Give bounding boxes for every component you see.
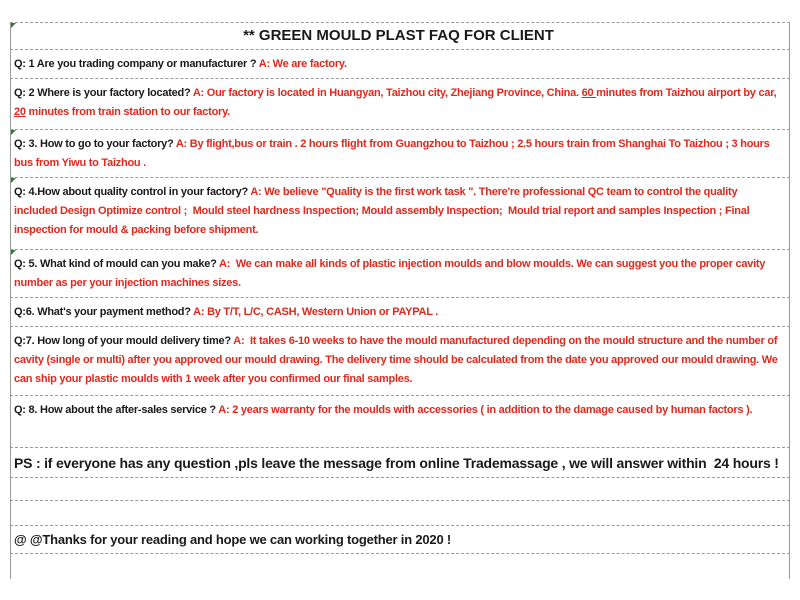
answer-text: A: We can make all kinds of plastic injection moulds and blow moulds. We can suggest you the proper cavity number as per your injection machines sizes. [14,258,768,289]
faq-cell-text [11,178,789,244]
empty-row [10,501,790,526]
faq-row-q4 [10,178,790,250]
question-text: Q: 3. How to go to your factory? [14,138,176,150]
answer-text: A: By T/T, L/C, CASH, Western Union or PAYPAL . [193,306,439,318]
faq-row-q1 [10,50,790,79]
question-text: Q:6. What's your payment method? [14,306,194,318]
question-text: Q:7. How long of your mould delivery time? [14,335,234,347]
answer-text: 60 [581,87,597,99]
thanks-row [10,526,790,554]
title-row [10,23,790,50]
page-title: ** GREEN MOULD PLAST FAQ FOR CLIENT [243,27,554,44]
answer-text: minutes from Taizhou airport by car, [596,87,780,99]
ps-note: PS : if everyone has any question ,pls leave the message from online Trademassage , we will answer within 24 hours ! [14,455,779,471]
answer-text: A: It takes 6-10 weeks to have the mould manufactured depending on the mould structure and the number of cavity (single or multi) after you approved our mould drawing. The delivery time should be calculated from the date you approved our mould drawing. We can ship your plastic moulds with 1 week after you confirmed our final samples. [14,335,781,385]
faq-row-q3 [10,130,790,178]
cell-comment-marker [11,23,16,28]
answer-text: A: 2 years warranty for the moulds with accessories ( in addition to the damage caused by human factors ). [218,404,753,416]
answer-text: A: Our factory is located in Huangyan, Taizhou city, Zhejiang Province, China. [192,87,582,99]
empty-row [10,554,790,579]
answer-text: A: We believe "Quality is the first work task ". There're professional QC team to control the quality included Design Optimize control ; Mould steel hardness Inspection; Mould assembly Inspection; Mould trial report and samples Inspection ; Final inspection for mould & packing before shipment. [14,186,753,236]
answer-text: 20 [14,106,26,118]
question-text: Q: 4.How about quality control in your factory? [14,186,251,198]
faq-row-q6 [10,298,790,327]
faq-row-q8 [10,396,790,448]
faq-cell-text [11,396,789,424]
answer-text: A: We are factory. [258,58,347,70]
question-text: Q: 5. What kind of mould can you make? [14,258,219,270]
question-text: Q: 2 Where is your factory located? [14,87,193,99]
question-text: Q: 1 Are you trading company or manufacturer ? [14,58,259,70]
cell-comment-marker [11,250,16,255]
faq-cell-text [11,250,789,297]
faq-cell-text [11,327,789,393]
faq-cell-text [11,50,789,78]
cell-comment-marker [11,130,16,135]
faq-table [10,22,790,579]
empty-row [10,478,790,501]
faq-row-q5 [10,250,790,298]
thanks-note: @ @Thanks for your reading and hope we can working together in 2020 ! [14,532,452,547]
answer-text: A: By flight,bus or train . 2 hours flight from Guangzhou to Taizhou ; 2.5 hours train from Shanghai To Taizhou ; 3 hours bus from Yiwu to Taizhou . [14,138,773,169]
faq-cell-text [11,130,789,177]
ps-row [10,448,790,478]
faq-row-q7 [10,327,790,396]
question-text: Q: 8. How about the after-sales service ? [14,404,219,416]
faq-row-q2 [10,79,790,130]
faq-rows-container [10,50,790,448]
answer-text: minutes from train station to our factory. [25,106,230,118]
cell-comment-marker [11,178,16,183]
faq-cell-text [11,79,789,126]
faq-cell-text [11,298,789,326]
